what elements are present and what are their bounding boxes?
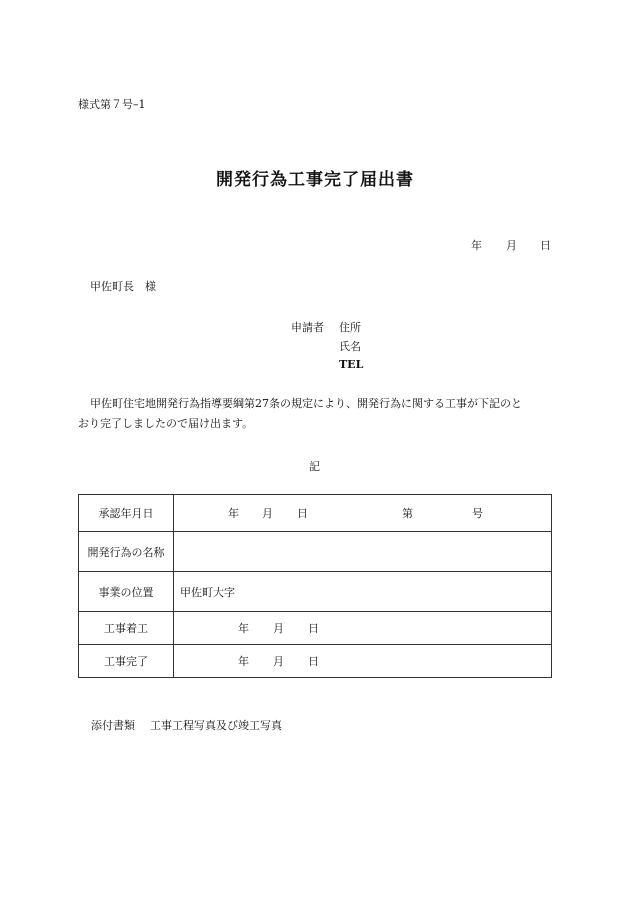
construction-start-value[interactable] [174,612,552,645]
complete-year-label: 年 [238,655,249,668]
development-name-value[interactable] [174,532,552,572]
applicant-address-label: 住所 [339,321,361,334]
complete-day-label: 日 [308,655,319,668]
development-name-label: 開発行為の名称 [79,532,174,572]
row-development-name [79,532,552,572]
attachments-label: 添付書類 [91,719,135,732]
approval-dai-label: 第 [402,507,413,520]
location-value[interactable]: 甲佐町大字 [174,572,552,612]
approval-month-label: 月 [262,507,273,520]
row-construction-complete [79,645,552,678]
form-number: 様式第７号–1 [78,98,146,111]
row-approval-date [79,495,552,532]
start-day-label: 日 [308,622,319,635]
approval-date-label: 承認年月日 [79,495,174,532]
attachments-value: 工事工程写真及び竣工写真 [150,719,282,732]
row-location [79,572,552,612]
document-title: 開発行為工事完了届出書 [216,170,414,190]
row-construction-start [79,612,552,645]
approval-year-label: 年 [228,507,239,520]
applicant-tel-label: TEL [339,358,364,371]
body-line-2: おり完了しましたので届け出ます。 [78,417,254,430]
construction-complete-label: 工事完了 [79,645,174,678]
start-year-label: 年 [238,622,249,635]
approval-go-label: 号 [472,507,483,520]
approval-date-value[interactable] [174,495,552,532]
body-line-1: 甲佐町住宅地開発行為指導要綱第27条の規定により、開発行為に関する工事が下記のと [90,397,522,410]
start-month-label: 月 [273,622,284,635]
date-year-label: 年 [471,239,482,252]
date-month-label: 月 [506,239,517,252]
construction-start-label: 工事着工 [79,612,174,645]
ki-heading: 記 [309,460,320,473]
date-day-label: 日 [540,239,551,252]
construction-complete-value[interactable] [174,645,552,678]
applicant-name-label: 氏名 [339,340,361,353]
details-table [78,494,552,678]
complete-month-label: 月 [273,655,284,668]
location-label: 事業の位置 [79,572,174,612]
approval-day-label: 日 [297,507,308,520]
applicant-role: 申請者 [291,321,324,334]
addressee: 甲佐町長 様 [90,280,156,293]
